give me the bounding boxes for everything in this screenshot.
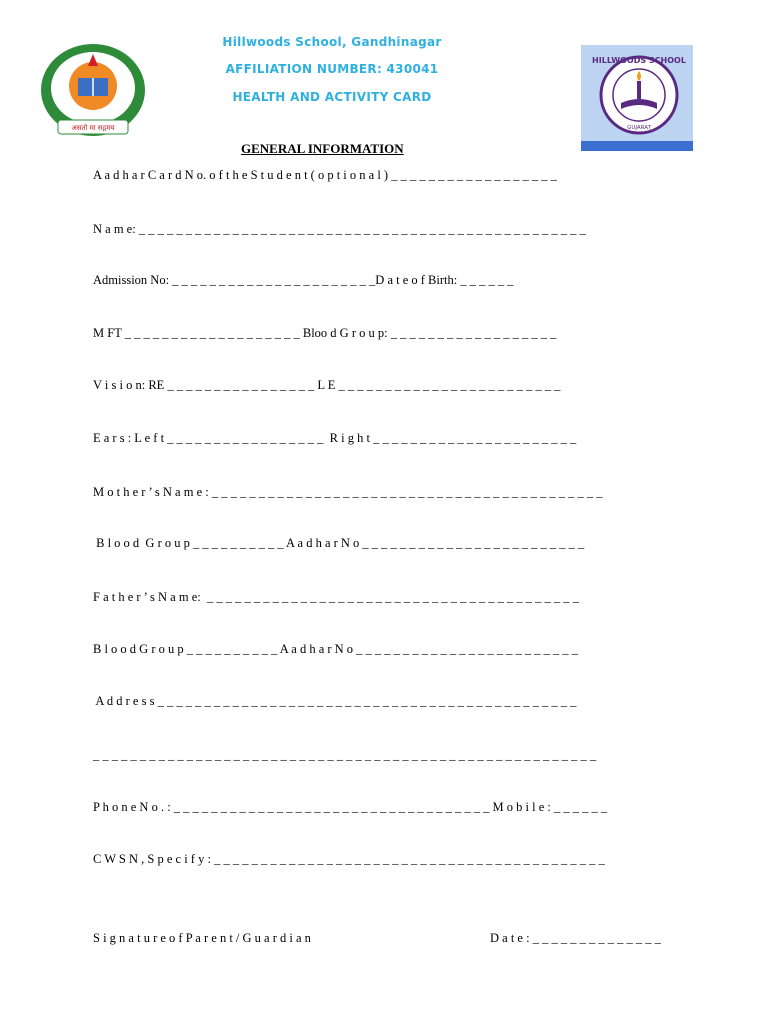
name-field[interactable]: N a m e: _ _ _ _ _ _ _ _ _ _ _ _ _ _ _ _ _ _ _ _ _ _ _ _ _ _ _ _ _ _ _ _ _ _ _ _ _ _ _ _ _ _ _ _ _ _ _ _ bbox=[93, 222, 586, 236]
section-title: GENERAL INFORMATION bbox=[241, 141, 404, 156]
aadhar-student-field[interactable]: A a d h a r C a r d N o. o f t h e S t u d e n t ( o p t i o n a l ) _ _ _ _ _ _ _ _ _ _ _ _ _ _ _ _ _ _ bbox=[93, 168, 557, 182]
father-name-field[interactable]: F a t h e r ’ s N a m e: _ _ _ _ _ _ _ _ _ _ _ _ _ _ _ _ _ _ _ _ _ _ _ _ _ _ _ _ _ _ _ _ _ _ _ _ _ _ _ _ bbox=[93, 590, 579, 604]
address-field[interactable]: A d d r e s s _ _ _ _ _ _ _ _ _ _ _ _ _ _ _ _ _ _ _ _ _ _ _ _ _ _ _ _ _ _ _ _ _ _ _ _ _ _ _ _ _ _ _ _ _ bbox=[93, 694, 577, 708]
card-title: HEALTH AND ACTIVITY CARD bbox=[232, 90, 432, 104]
cbse-city: दिल्ली bbox=[84, 109, 102, 118]
date-field[interactable]: D a t e : _ _ _ _ _ _ _ _ _ _ _ _ _ _ bbox=[490, 931, 661, 945]
ears-field[interactable]: E a r s : L e f t _ _ _ _ _ _ _ _ _ _ _ _ _ _ _ _ _ R i g h t _ _ _ _ _ _ _ _ _ _ _ _ _ _ _ _ _ _ _ _ _ _ bbox=[93, 431, 577, 445]
admission-dob-field[interactable]: Admission No: _ _ _ _ _ _ _ _ _ _ _ _ _ _ _ _ _ _ _ _ _ _D a t e o f Birth: _ _ _ _ _ _ bbox=[93, 273, 514, 287]
father-blood-aadhar-field[interactable]: B l o o d G r o u p _ _ _ _ _ _ _ _ _ _ A a d h a r N o _ _ _ _ _ _ _ _ _ _ _ _ _ _ _ _ _ _ _ _ _ _ _ _ bbox=[93, 642, 579, 656]
mother-name-field[interactable]: M o t h e r ’ s N a m e : _ _ _ _ _ _ _ _ _ _ _ _ _ _ _ _ _ _ _ _ _ _ _ _ _ _ _ _ _ _ _ _ _ _ _ _ _ _ _ _ _ _ bbox=[93, 485, 603, 499]
hillwoods-logo-text: HILLWOODS SCHOOL bbox=[592, 56, 686, 65]
affiliation-number: AFFILIATION NUMBER: 430041 bbox=[225, 62, 439, 76]
phone-mobile-field[interactable]: P h o n e N o . : _ _ _ _ _ _ _ _ _ _ _ _ _ _ _ _ _ _ _ _ _ _ _ _ _ _ _ _ _ _ _ _ _ _ M o b i l e : _ _ _ _ _ _ bbox=[93, 800, 608, 814]
school-name: Hillwoods School, Gandhinagar bbox=[222, 35, 442, 49]
hillwoods-logo-state: GUJARAT bbox=[627, 125, 651, 131]
vision-field[interactable]: V i s i o n: RE _ _ _ _ _ _ _ _ _ _ _ _ _ _ _ _ L E _ _ _ _ _ _ _ _ _ _ _ _ _ _ _ _ _ _ _ _ _ _ _ _ bbox=[93, 378, 561, 392]
signature-label: S i g n a t u r e o f P a r e n t / G u a r d i a n bbox=[93, 931, 311, 945]
cbse-motto: असतो मा सद्गमय bbox=[71, 124, 115, 132]
mother-blood-aadhar-field[interactable]: B l o o d G r o u p _ _ _ _ _ _ _ _ _ _ A a d h a r N o _ _ _ _ _ _ _ _ _ _ _ _ _ _ _ _ _ _ _ _ _ _ _ _ bbox=[93, 536, 585, 550]
mft-blood-group-field[interactable]: M FT _ _ _ _ _ _ _ _ _ _ _ _ _ _ _ _ _ _ _ Bloo d G r o u p: _ _ _ _ _ _ _ _ _ _ _ _ _ _ _ _ _ _ bbox=[93, 326, 557, 340]
cwsn-field[interactable]: C W S N , S p e c i f y : _ _ _ _ _ _ _ _ _ _ _ _ _ _ _ _ _ _ _ _ _ _ _ _ _ _ _ _ _ _ _ _ _ _ _ _ _ _ _ _ _ _ bbox=[93, 852, 605, 866]
address-line2-field[interactable]: _ _ _ _ _ _ _ _ _ _ _ _ _ _ _ _ _ _ _ _ _ _ _ _ _ _ _ _ _ _ _ _ _ _ _ _ _ _ _ _ _ _ _ _ _ _ _ _ _ _ _ _ _ _ bbox=[93, 748, 597, 762]
